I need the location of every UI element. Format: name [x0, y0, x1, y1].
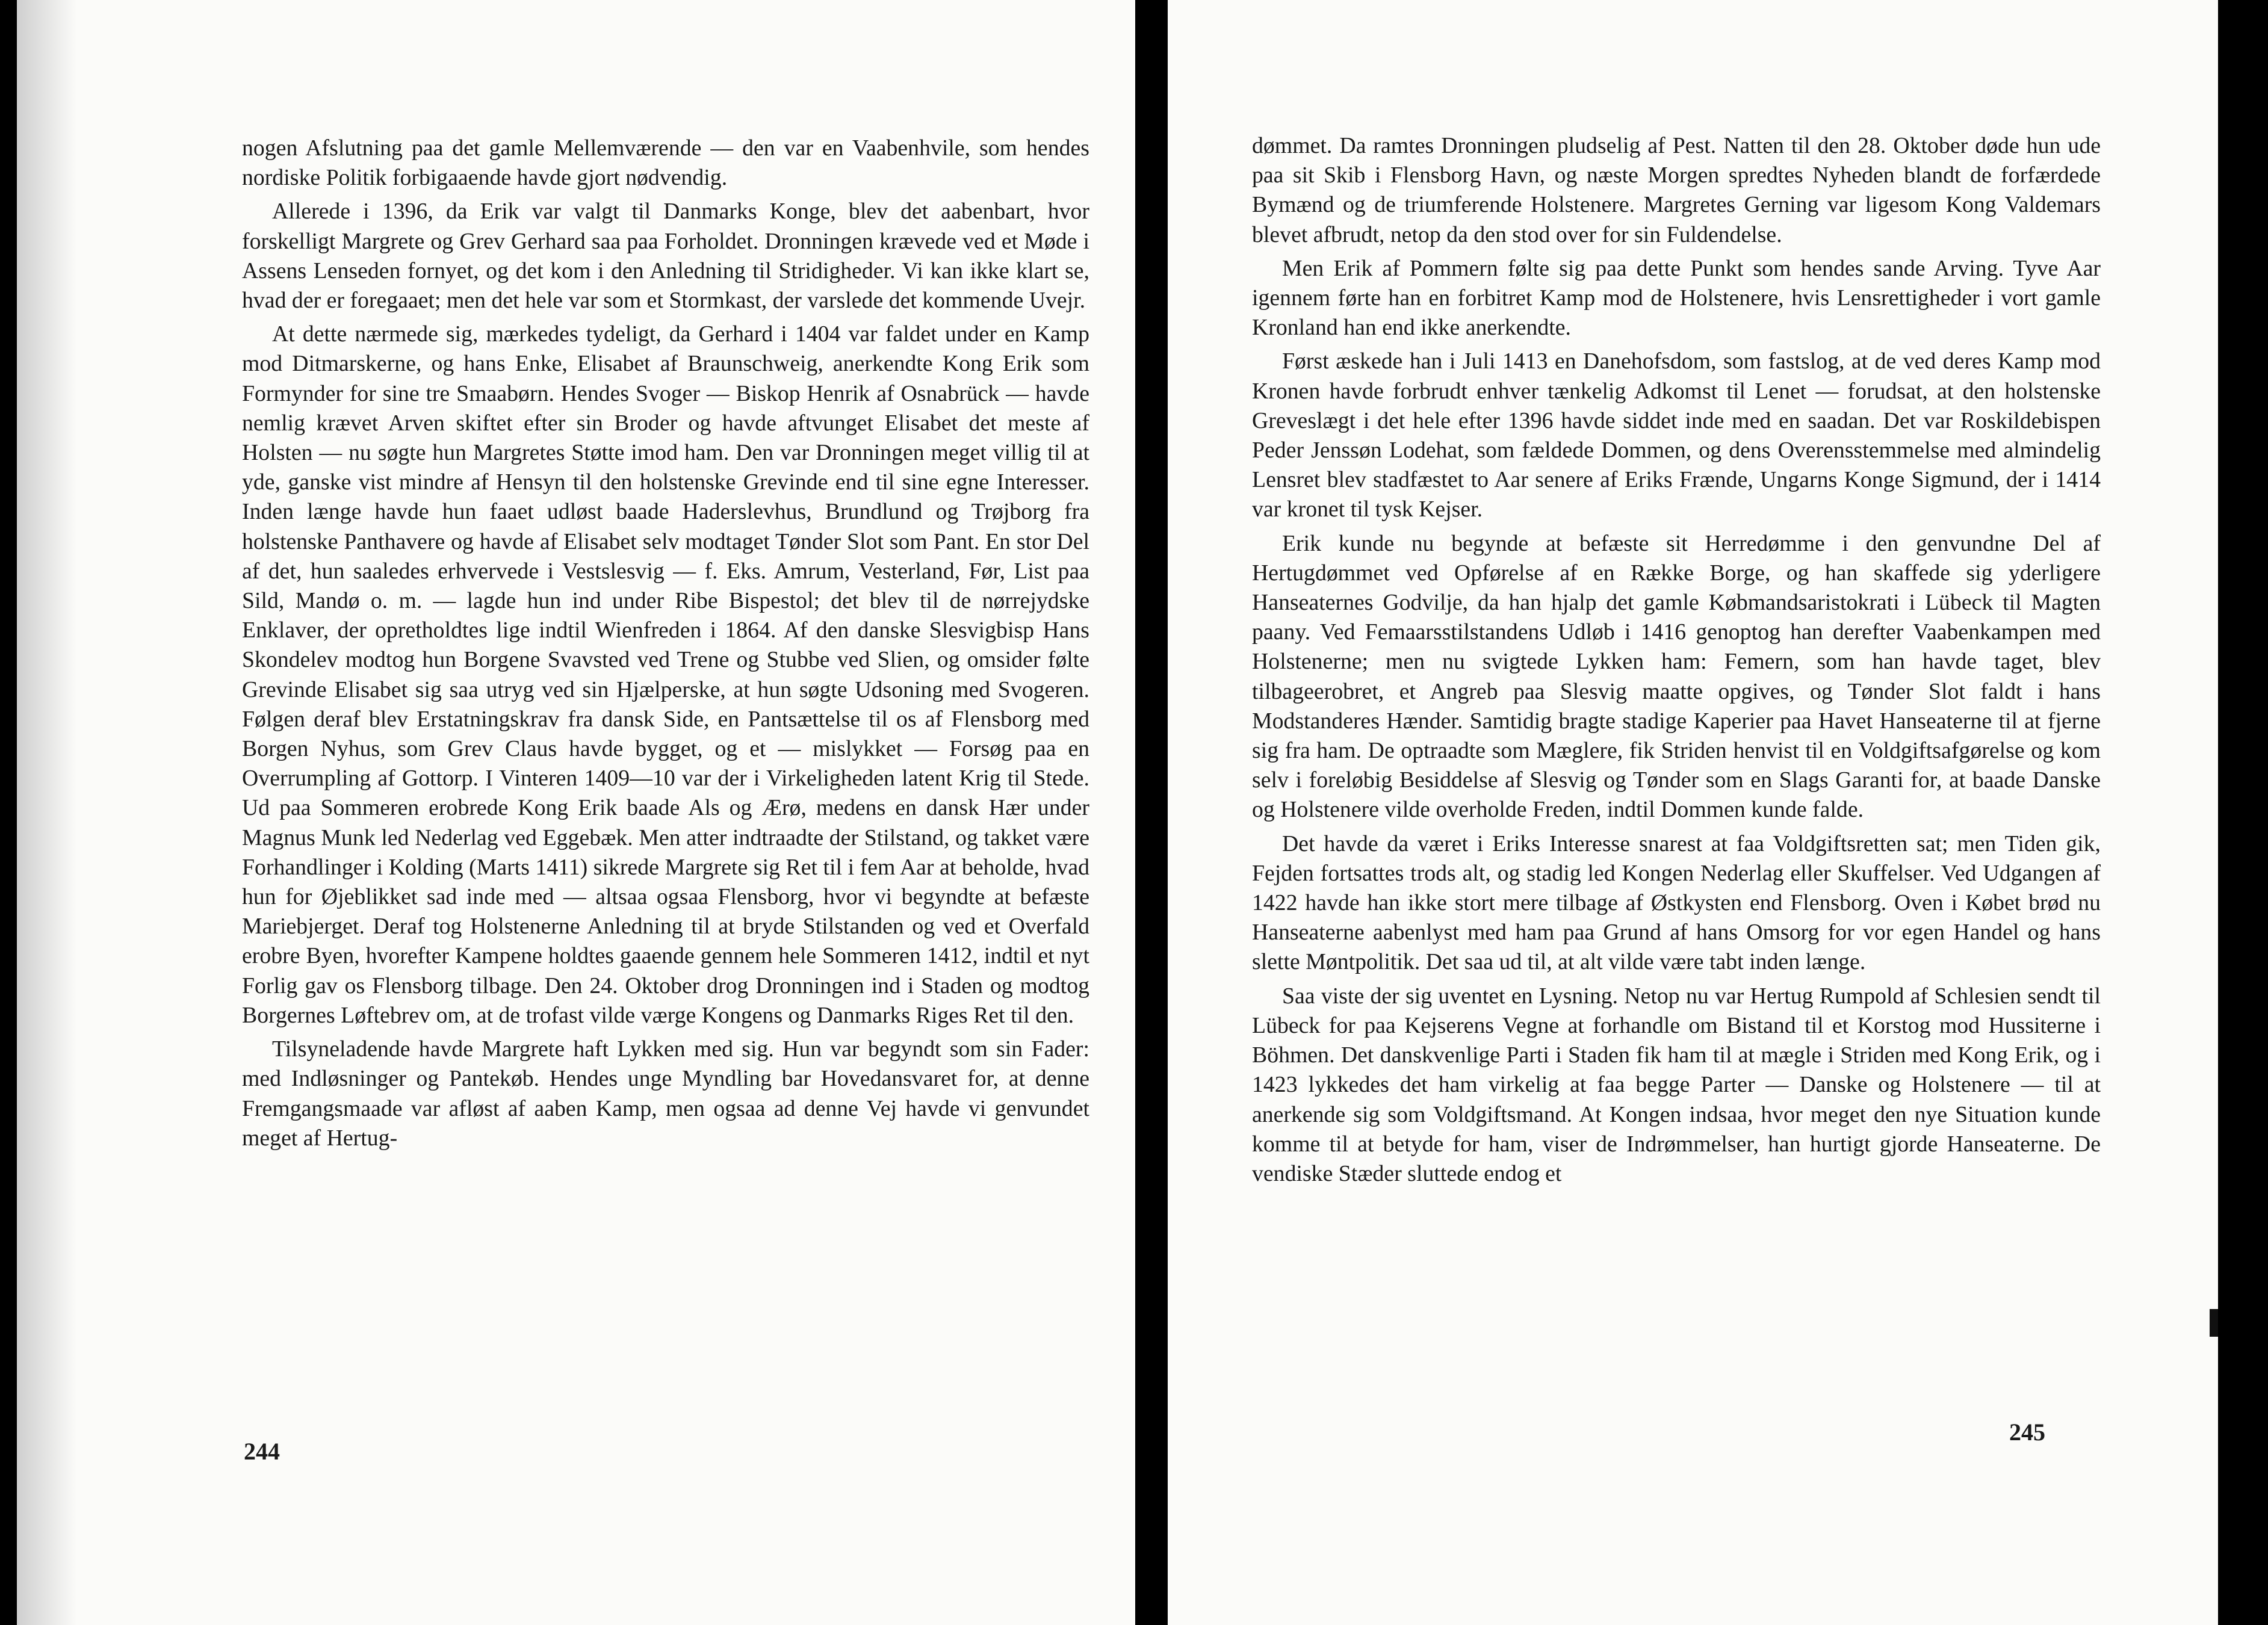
paragraph: Saa viste der sig uventet en Lysning. Netop nu var Hertug Rumpold af Schlesien sendt til Lübeck for paa Kejserens Vegne at forhandle om Bistand til et Korstog mod Hussiterne i Böhmen. Det danskvenlige Parti i Staden fik ham til at mægle i Striden med Kong Erik, og i 1423 lykkedes det ham virkelig at faa begge Parter — Danske og Holstenere — til at anerkende sig som Voldgiftsmand. At Kongen indsaa, hvor meget den nye Situation kunde komme til at betyde for ham, viser de Indrømmelser, han hurtigt gjorde Hanseaterne. De vendiske Stæder sluttede endog et [1252, 983, 2101, 1186]
paragraph: At dette nærmede sig, mærkedes tydeligt, da Gerhard i 1404 var faldet under en Kamp mod Ditmarskerne, og hans Enke, Elisabet af Braunschweig, anerkendte Kong Erik som Formynder for sine tre Smaabørn. Hendes Svoger — Biskop Henrik af Osnabrück — havde nemlig krævet Arven skiftet efter sin Broder og havde aftvunget Elisabet det meste af Holsten — nu søgte hun Margretes Støtte imod ham. Den var Dronningen meget villig til at yde, ganske vist mindre af Hensyn til den holstenske Grevinde end til sine egne Interesser. Inden længe havde hun faaet udløst baade Haderslevhus, Brundlund og Trøjborg fra holstenske Panthavere og havde af Elisabet selv modtaget Tønder Slot som Pant. En stor Del af det, hun saaledes erhvervede i Vestslesvig — f. Eks. Amrum, Vesterland, Før, List paa Sild, Mandø o. m. — lagde hun ind under Ribe Bispestol; det blev til de nørrejydske Enklaver, der opretholdtes lige indtil Wienfreden i 1864. Af den danske Slesvigbisp Hans Skondelev modtog hun Borgene Svavsted ved Trene og Stubbe ved Slien, og omsider følte Grevinde Elisabet sig saa utryg ved sin Hjælperske, at hun søgte Udsoning med Svogeren. Følgen deraf blev Erstatningskrav fra dansk Side, en Pantsættelse til os af Flensborg med Borgen Nyhus, som Grev Claus havde bygget, og et — mislykket — Forsøg paa en Overrumpling af Gottorp. I Vinteren 1409—10 var der i Virkeligheden latent Krig til Stede. Ud paa Sommeren erobrede Kong Erik baade Als og Ærø, medens en dansk Hær under Magnus Munk led Nederlag ved Eggebæk. Men atter indtraadte der Stilstand, og takket være Forhandlinger i Kolding (Marts 1411) sikrede Margrete sig Ret til i fem Aar at beholde, hvad hun for Øjeblikket sad inde med — altsaa ogsaa Flensborg, hvor vi begyndte at befæste Mariebjerget. Deraf tog Holstenerne Anledning til at bryde Stilstanden og ved et Overfald erobre Byen, hvorefter Kampene holdtes gaaende gennem hele Sommeren 1412, indtil et nyt Forlig gav os Flensborg tilbage. Den 24. Oktober drog Dronningen ind i Staden og modtog Borgernes Løftebrev om, at de trofast vilde værge Kongens og Danmarks Riges Ret til den. [242, 321, 1089, 1028]
left-page [17, 0, 1135, 1625]
right-page [1168, 0, 2218, 1625]
paragraph: Allerede i 1396, da Erik var valgt til Danmarks Konge, blev det aabenbart, hvor forskelligt Margrete og Grev Gerhard saa paa Forholdet. Dronningen krævede ved et Møde i Assens Lenseden fornyet, og det kom i den Anledning til Stridigheder. Vi kan ikke klart se, hvad der er foregaaet; men det hele var som et Stormkast, der varslede det kommende Uvejr. [242, 199, 1089, 314]
paragraph: Erik kunde nu begynde at befæste sit Herredømme i den genvundne Del af Hertugdømmet ved Opførelse af en Række Borge, og han skaffede sig yderligere Hanseaternes Godvilje, da han hjalp det gamle Købmandsaristokrati i Lübeck til Magten paany. Ved Femaarsstilstandens Udløb i 1416 genoptog han derefter Vaabenkampen med Holstenerne; men nu svigtede Lykken ham: Femern, som han havde taget, blev tilbageerobret, et Angreb paa Slesvig maatte opgives, og Tønder Slot faldt i hans Modstanderes Hænder. Samtidig bragte stadige Kaperier paa Havet Hanseaterne til at fjerne sig fra ham. De optraadte som Mæglere, fik Striden henvist til en Voldgiftsafgørelse og kom selv i foreløbig Besiddelse af Slesvig og Tønder som en Slags Garanti for, at baade Danske og Holstenere vilde overholde Freden, indtil Dommen kunde falde. [1252, 530, 2101, 823]
paragraph: Det havde da været i Eriks Interesse snarest at faa Voldgiftsretten sat; men Tiden gik, Fejden fortsattes trods alt, og stadig led Kongen Nederlag eller Skuffelser. Ved Udgangen af 1422 havde han ikke stort mere tilbage af Østkysten end Flensborg. Oven i Købet brød nu Hanseaterne aabenlyst med ham paa Grund af hans Omsorg for vor egen Handel og hans slette Møntpolitik. Det saa ud til, at alt vilde være tabt inden længe. [1252, 831, 2101, 975]
right-page-text [1252, 131, 2101, 1193]
page-number: 245 [2009, 1419, 2045, 1446]
page-edge-shadow [17, 0, 77, 1625]
page-number: 244 [244, 1438, 280, 1465]
paragraph: Først æskede han i Juli 1413 en Danehofsdom, som fastslog, at de ved deres Kamp mod Kronen havde forbrudt enhver tænkelig Adkomst til Lenet — forudsat, at den holstenske Greveslægt i det hele efter 1396 havde siddet inde med en saadan. Det var Roskildebispen Peder Jenssøn Lodehat, som fældede Dommen, og dens Overensstemmelse med almindelig Lensret blev stadfæstet to Aar senere af Eriks Frænde, Ungarns Konge Sigmund, der i 1414 var kronet til tysk Kejser. [1252, 348, 2101, 522]
paragraph: Tilsyneladende havde Margrete haft Lykken med sig. Hun var begyndt som sin Fader: med Indløsninger og Pantekøb. Hendes unge Myndling bar Hovedansvaret for, at denne Fremgangsmaade var afløst af aaben Kamp, men ogsaa ad denne Vej havde vi genvundet meget af Hertug- [242, 1036, 1089, 1151]
paragraph: Men Erik af Pommern følte sig paa dette Punkt som hendes sande Arving. Tyve Aar igennem førte han en forbitret Kamp mod de Holstenere, hvis Lensrettigheder i vort gamle Kronland han end ikke anerkendte. [1252, 255, 2101, 341]
paragraph: nogen Afslutning paa det gamle Mellemværende — den var en Vaabenhvile, som hendes nordiske Politik forbigaaende havde gjort nødvendig. [242, 135, 1089, 191]
scan-mark [2210, 1309, 2218, 1337]
left-page-text [242, 134, 1089, 1157]
paragraph: dømmet. Da ramtes Dronningen pludselig af Pest. Natten til den 28. Oktober døde hun ude paa sit Skib i Flensborg Havn, og næste Morgen spredtes Nyheden blandt de forfærdede Bymænd og de triumferende Holstenere. Margretes Gerning var ligesom Kong Valdemars blevet afbrudt, netop da den stod over for sin Fuldendelse. [1252, 133, 2101, 247]
